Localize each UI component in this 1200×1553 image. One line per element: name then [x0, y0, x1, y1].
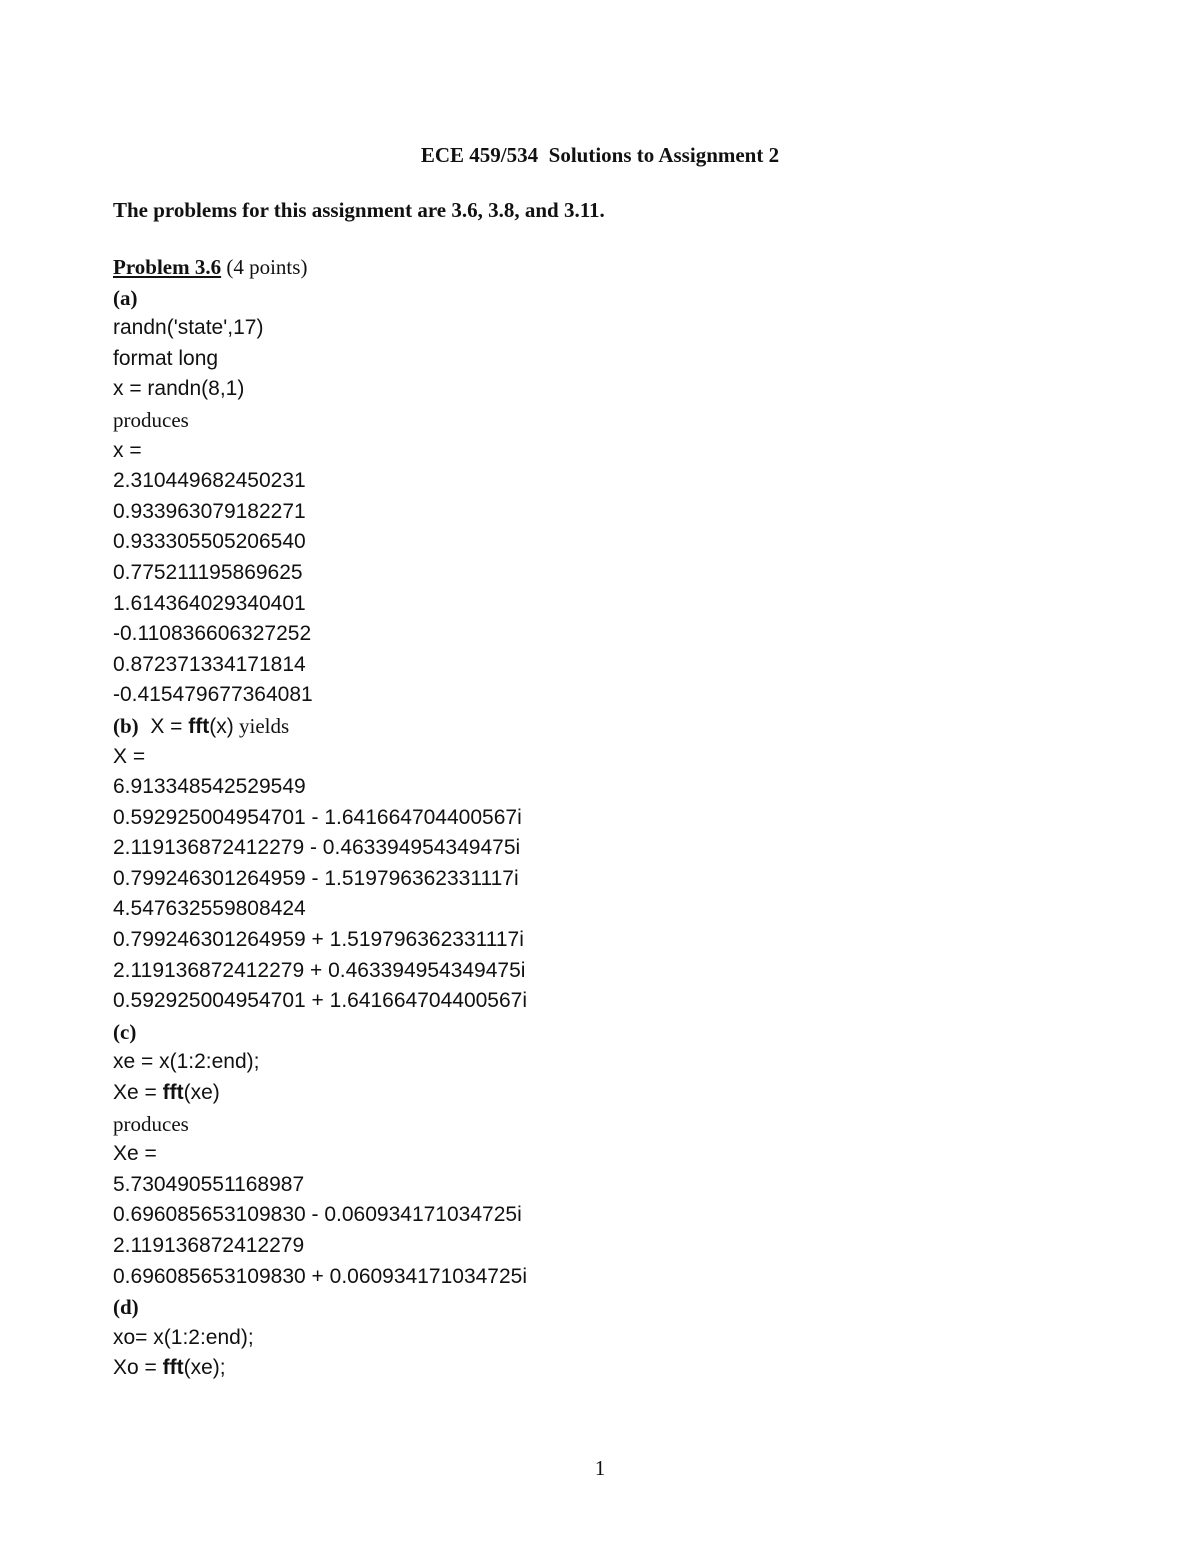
page-number: 1 [594, 1456, 606, 1480]
code-argument: (xe) [183, 1081, 220, 1105]
code-line: xo= x(1:2:end); [113, 1325, 254, 1349]
part-a-label: (a) [113, 285, 138, 310]
value-line: 2.119136872412279 + 0.463394954349475i [113, 958, 526, 982]
part-b-line [113, 711, 1113, 742]
code-line: randn('state',17) [113, 316, 264, 340]
code-function: fft [162, 1081, 184, 1105]
value-line: -0.415479677364081 [113, 683, 313, 707]
code-prefix: X = [138, 714, 189, 738]
value-line: 0.696085653109830 + 0.060934171034725i [113, 1264, 528, 1288]
value-line: 0.799246301264959 + 1.519796362331117i [113, 928, 524, 952]
result-label: x = [113, 438, 142, 462]
value-line: 0.696085653109830 - 0.060934171034725i [113, 1203, 522, 1227]
part-b-label: (b) [113, 713, 139, 738]
problem-heading [113, 252, 1113, 283]
value-line: 0.933963079182271 [113, 499, 306, 523]
value-line: 2.119136872412279 - 0.463394954349475i [113, 836, 521, 860]
code-argument: (xe); [183, 1356, 226, 1380]
problem-points: (4 points) [221, 255, 308, 279]
value-line: -0.110836606327252 [113, 622, 312, 646]
value-line: 0.872371334171814 [113, 652, 306, 676]
value-line: 4.547632559808424 [113, 897, 306, 921]
value-line: 0.592925004954701 + 1.641664704400567i [113, 989, 528, 1013]
produces-text: produces [113, 1111, 189, 1136]
code-function: fft [188, 714, 210, 738]
produces-text: produces [113, 407, 189, 432]
value-line: 2.310449682450231 [113, 469, 306, 493]
code-line: xe = x(1:2:end); [113, 1050, 260, 1074]
value-line: 6.913348542529549 [113, 775, 306, 799]
code-function: fft [162, 1356, 184, 1380]
value-line: 0.933305505206540 [113, 530, 306, 554]
code-prefix: Xe = [113, 1081, 163, 1105]
code-line: x = randn(8,1) [113, 377, 245, 401]
code-argument: (x) [209, 714, 234, 738]
code-prefix: Xo = [113, 1356, 163, 1380]
problem-number: Problem 3.6 [113, 255, 222, 279]
code-line [113, 1078, 1113, 1109]
value-line: 1.614364029340401 [113, 591, 306, 615]
result-label: X = [113, 744, 146, 768]
value-line: 5.730490551168987 [113, 1172, 305, 1196]
part-d-label: (d) [113, 1295, 139, 1320]
assignment-intro: The problems for this assignment are 3.6, 3.8, and 3.11. [113, 198, 605, 222]
code-line: format long [113, 346, 219, 370]
part-c-label: (c) [113, 1019, 137, 1044]
value-line: 0.799246301264959 - 1.519796362331117i [113, 866, 519, 890]
result-label: Xe = [113, 1142, 157, 1166]
value-line: 0.592925004954701 - 1.641664704400567i [113, 805, 522, 829]
yields-text: yields [233, 713, 290, 738]
problem-3-6-section [113, 252, 1113, 1384]
value-line: 2.119136872412279 [113, 1234, 305, 1257]
value-line: 0.775211195869625 [113, 560, 303, 584]
code-line [113, 1353, 1113, 1384]
document-title: ECE 459/534 Solutions to Assignment 2 [420, 143, 780, 167]
